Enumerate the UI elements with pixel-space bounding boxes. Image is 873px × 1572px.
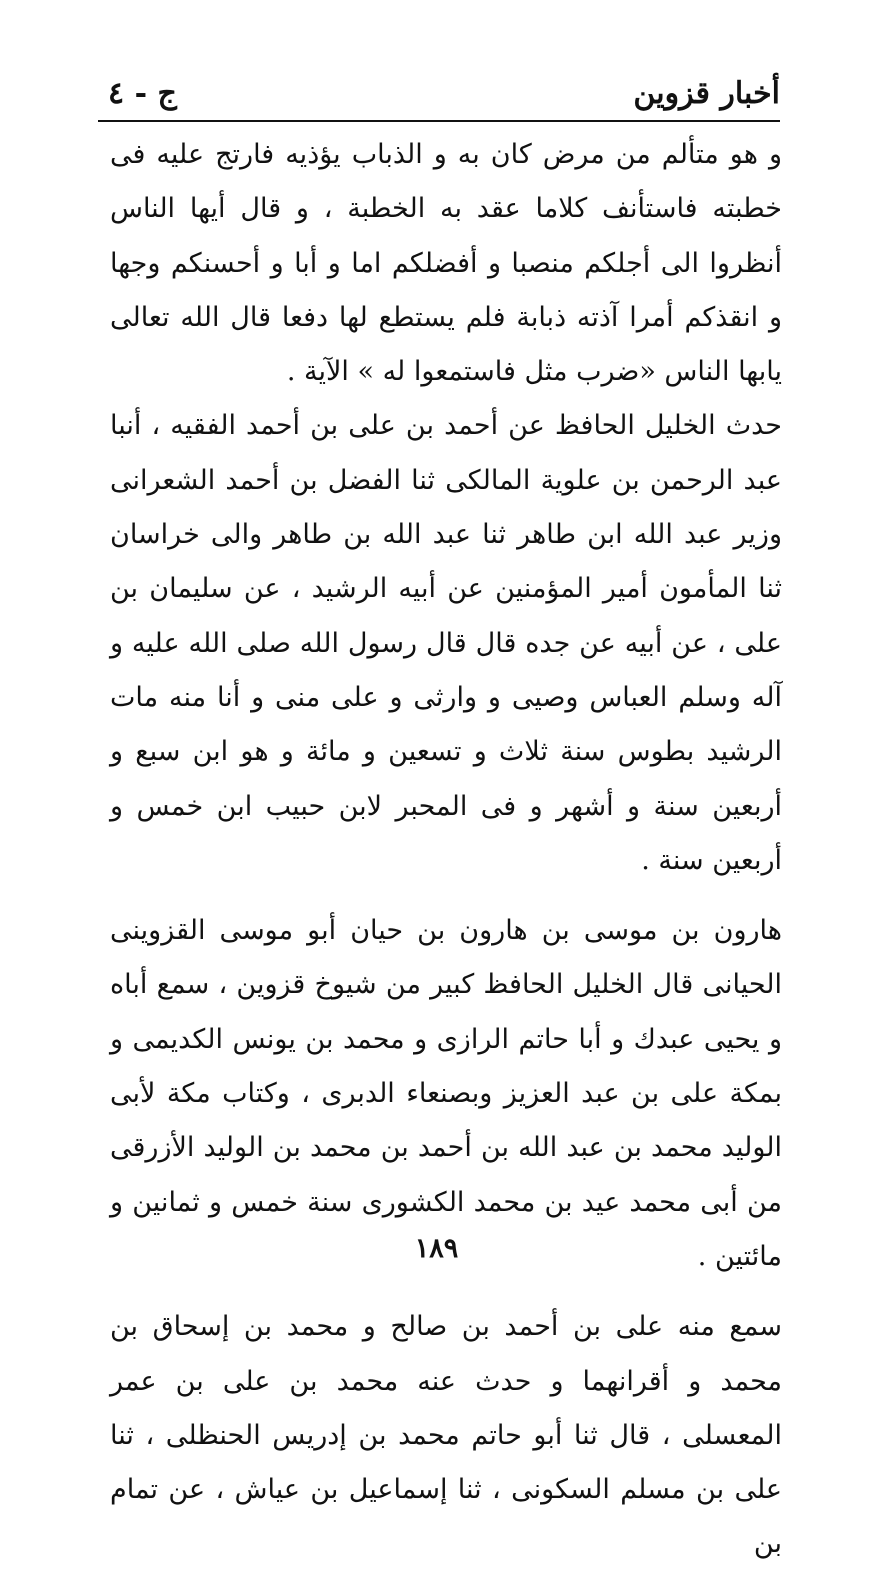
paragraph-2: حدث الخليل الحافظ عن أحمد بن على بن أحمد الفقيه ، أنبا عبد الرحمن بن علوية المالكى ثنا الفضل بن أحمد الشعرانى وزير عبد الله ابن طاهر ثنا عبد الله بن طاهر والى خراسان ثنا المأمون أمير المؤمنين عن أبيه الرشيد ، عن سليمان بن على ، عن أبيه عن جده قال قال رسول الله صلى الله عليه و آله وسلم العباس وصيى و وارثى و على منى و أنا منه مات الرشيد بطوس سنة ثلاث و تسعين و مائة و هو ابن سبع و أربعين سنة و أشهر و فى المحبر لابن حبيب ابن خمس و أربعين سنة . — [110, 410, 782, 876]
header-divider — [98, 120, 780, 122]
main-text — [110, 128, 782, 1572]
paragraph-3: هارون بن موسى بن هارون بن حيان أبو موسى القزوينى الحيانى قال الخليل الحافظ كبير من شيوخ قزوين ، سمع أباه و يحيى عبدك و أبا حاتم الرازى و محمد بن يونس الكديمى و بمكة على بن عبد العزيز وبصنعاء الدبرى ، وكتاب مكة لأبى الوليد محمد بن عبد الله بن أحمد بن محمد بن الوليد الأزرقى من أبى محمد عيد بن محمد الكشورى سنة خمس و ثمانين و مائتين . — [110, 915, 782, 1272]
paragraph-1: و هو متألم من مرض كان به و الذباب يؤذيه فارتج عليه فى خطبته فاستأنف كلاما عقد به الخطبة ، و قال أيها الناس أنظروا الى أجلكم منصبا و أفضلكم اما و أبا و أحسنكم وجها و انقذكم أمرا آذته ذبابة فلم يستطع لها دفعا قال الله تعالى يابها الناس «ضرب مثل فاستمعوا له » الآية . — [110, 139, 782, 388]
page-number: ١٨٩ — [414, 1233, 459, 1264]
running-header — [98, 72, 780, 118]
volume-number: ج - ٤ — [108, 76, 177, 111]
paragraph-4: سمع منه على بن أحمد بن صالح و محمد بن إسحاق بن محمد و أقرانهما و حدث عنه محمد بن على بن عمر المعسلى ، قال ثنا أبو حاتم محمد بن إدريس الحنظلى ، ثنا على بن مسلم السكونى ، ثنا إسماعيل بن عياش ، عن تمام بن — [110, 1311, 782, 1560]
book-title: أخبار قزوين — [633, 76, 780, 111]
